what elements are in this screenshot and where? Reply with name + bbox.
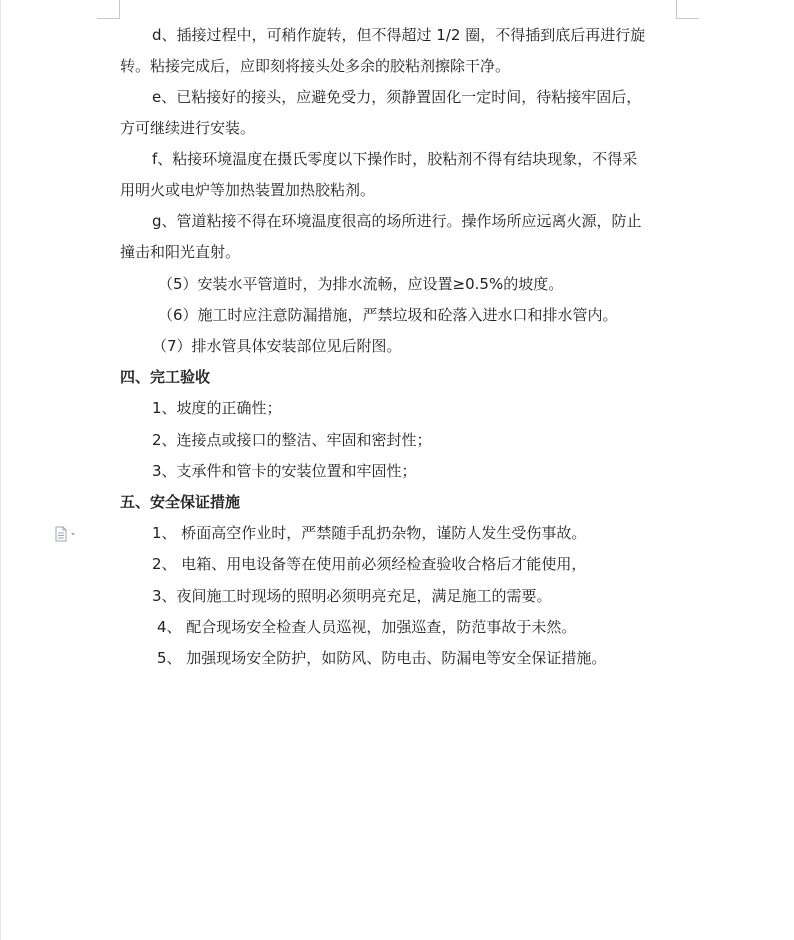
section-heading: 五、安全保证措施 — [120, 493, 241, 511]
doc-line: e、已粘接好的接头，应避免受力，须静置固化一定时间，待粘接牢固后， — [152, 88, 642, 106]
paragraph-options-icon[interactable] — [54, 526, 80, 542]
doc-line: 3、支承件和管卡的安装位置和牢固性； — [152, 462, 417, 480]
doc-line: 1、坡度的正确性； — [152, 399, 282, 417]
section-heading: 四、完工验收 — [120, 368, 211, 386]
doc-line: g、管道粘接不得在环境温度很高的场所进行。操作场所应远离火源，防止 — [152, 212, 642, 230]
doc-line: f、粘接环境温度在摄氏零度以下操作时，胶粘剂不得有结块现象，不得采 — [152, 150, 638, 168]
doc-line: （5）安装水平管道时，为排水流畅，应设置≥0.5%的坡度。 — [158, 275, 564, 293]
doc-line: 1、 桥面高空作业时，严禁随手乱扔杂物，谨防人发生受伤事故。 — [152, 524, 587, 542]
doc-line: 4、 配合现场安全检查人员巡视，加强巡查，防范事故于未然。 — [157, 618, 577, 636]
page-edge — [0, 0, 1, 940]
doc-line: 2、 电箱、用电设备等在使用前必须经检查验收合格后才能使用， — [152, 555, 587, 573]
doc-line: 用明火或电炉等加热装置加热胶粘剂。 — [120, 181, 376, 199]
doc-line: （6）施工时应注意防漏措施，严禁垃圾和砼落入进水口和排水管内。 — [158, 306, 618, 324]
doc-line: 转。粘接完成后，应即刻将接头处多余的胶粘剂擦除干净。 — [120, 57, 511, 75]
margin-corner-top-left — [97, 0, 120, 19]
doc-line: 3、夜间施工时现场的照明必须明亮充足，满足施工的需要。 — [152, 587, 552, 605]
doc-line: 方可继续进行安装。 — [120, 119, 256, 137]
margin-corner-top-right — [676, 0, 699, 19]
doc-line: 2、连接点或接口的整洁、牢固和密封性； — [152, 431, 432, 449]
doc-line: 5、 加强现场安全防护，如防风、防电击、防漏电等安全保证措施。 — [157, 649, 607, 667]
doc-line: （7）排水管具体安装部位见后附图。 — [152, 337, 402, 355]
doc-line: 撞击和阳光直射。 — [120, 243, 241, 261]
doc-line: d、插接过程中，可稍作旋转，但不得超过 1/2 圈，不得插到底后再进行旋 — [152, 26, 646, 44]
